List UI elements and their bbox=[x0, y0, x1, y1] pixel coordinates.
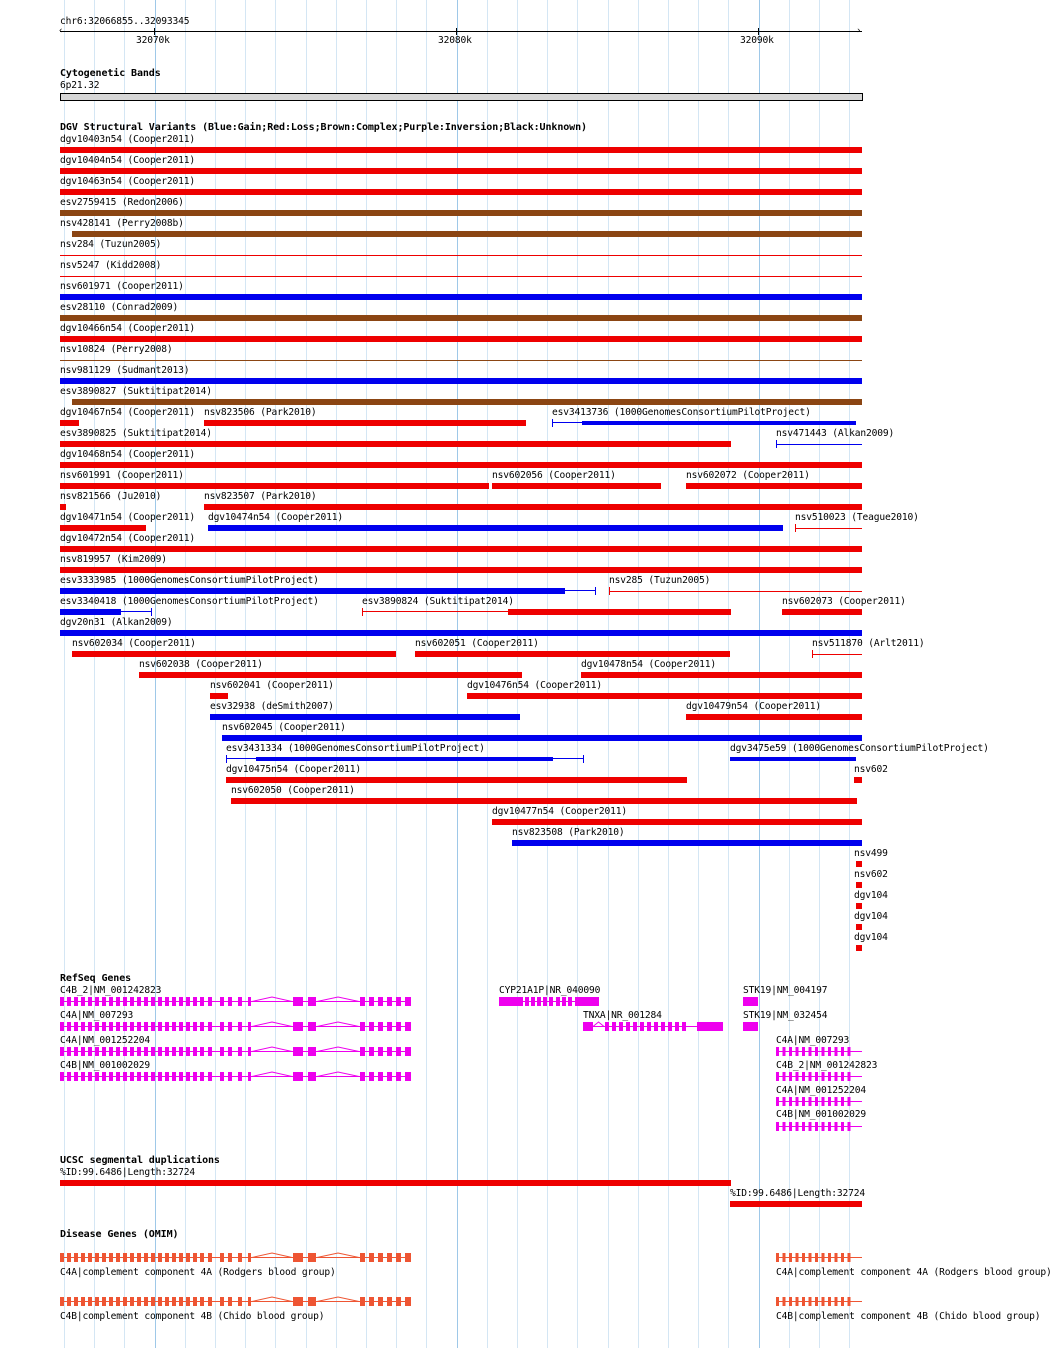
variant-bar[interactable] bbox=[60, 210, 862, 216]
variant-end-cap bbox=[609, 587, 610, 595]
variant-label: dgv10477n54 (Cooper2011) bbox=[492, 806, 628, 817]
ruler-axis bbox=[60, 31, 862, 32]
variant-bar[interactable] bbox=[60, 483, 489, 489]
variant-bar[interactable] bbox=[208, 525, 783, 531]
variant-bar[interactable] bbox=[492, 483, 661, 489]
variant-label: dgv10479n54 (Cooper2011) bbox=[686, 701, 822, 712]
variant-bar[interactable] bbox=[60, 189, 862, 195]
variant-bar[interactable] bbox=[60, 420, 79, 426]
variant-bar[interactable] bbox=[60, 147, 862, 153]
variant-connector bbox=[121, 611, 151, 612]
segdup-bar[interactable] bbox=[60, 1180, 731, 1186]
variant-label: nsv471443 (Alkan2009) bbox=[776, 428, 895, 439]
variant-bar[interactable] bbox=[60, 441, 731, 447]
variant-bar[interactable] bbox=[60, 630, 862, 636]
omim-track-title: Disease Genes (OMIM) bbox=[60, 1229, 179, 1240]
variant-end-cap bbox=[812, 650, 813, 658]
variant-label: nsv823508 (Park2010) bbox=[512, 827, 625, 838]
gene-label[interactable]: C4A|NM_007293 bbox=[776, 1035, 850, 1046]
variant-bar[interactable] bbox=[609, 591, 862, 592]
variant-label: nsv602 bbox=[854, 869, 888, 880]
variant-bar[interactable] bbox=[72, 651, 396, 657]
variant-label: esv32938 (deSmith2007) bbox=[210, 701, 334, 712]
variant-connector bbox=[565, 590, 595, 591]
variant-bar[interactable] bbox=[776, 444, 862, 445]
gene-label[interactable]: C4B_2|NM_001242823 bbox=[60, 985, 162, 996]
variant-bar[interactable] bbox=[812, 654, 862, 655]
variant-bar[interactable] bbox=[60, 609, 121, 615]
gene-label[interactable]: C4A|NM_001252204 bbox=[60, 1035, 151, 1046]
variant-label: dgv10404n54 (Cooper2011) bbox=[60, 155, 196, 166]
ruler-tick-label: 32090k bbox=[740, 35, 774, 46]
variant-label: dgv10468n54 (Cooper2011) bbox=[60, 449, 196, 460]
variant-label: nsv284 (Tuzun2005) bbox=[60, 239, 162, 250]
variant-label: nsv510023 (Teague2010) bbox=[795, 512, 919, 523]
variant-bar[interactable] bbox=[72, 231, 862, 237]
variant-bar[interactable] bbox=[512, 840, 862, 846]
variant-label: dgv10475n54 (Cooper2011) bbox=[226, 764, 362, 775]
variant-bar[interactable] bbox=[508, 609, 731, 615]
dgv-track-title: DGV Structural Variants (Blue:Gain;Red:Loss;Brown:Complex;Purple:Inversion;Black:Unknown) bbox=[60, 122, 587, 133]
omim-gene-label[interactable]: C4A|complement component 4A (Rodgers blood group) bbox=[60, 1267, 336, 1278]
variant-bar[interactable] bbox=[856, 882, 862, 888]
variant-bar[interactable] bbox=[782, 609, 862, 615]
variant-label: nsv5247 (Kidd2008) bbox=[60, 260, 162, 271]
variant-end-cap bbox=[151, 608, 152, 616]
variant-bar[interactable] bbox=[60, 276, 862, 277]
variant-label: dgv10403n54 (Cooper2011) bbox=[60, 134, 196, 145]
ruler-tick-label: 32080k bbox=[438, 35, 472, 46]
variant-label: esv2759415 (Redon2006) bbox=[60, 197, 184, 208]
variant-label: nsv823507 (Park2010) bbox=[204, 491, 317, 502]
variant-end-cap bbox=[552, 419, 553, 427]
variant-label: esv28110 (Conrad2009) bbox=[60, 302, 179, 313]
variant-connector bbox=[362, 611, 508, 612]
variant-bar[interactable] bbox=[60, 567, 862, 573]
variant-bar[interactable] bbox=[856, 945, 862, 951]
segdup-bar[interactable] bbox=[730, 1201, 862, 1207]
variant-label: dgv10472n54 (Cooper2011) bbox=[60, 533, 196, 544]
variant-label: nsv602 bbox=[854, 764, 888, 775]
variant-label: nsv601991 (Cooper2011) bbox=[60, 470, 184, 481]
variant-label: nsv602073 (Cooper2011) bbox=[782, 596, 906, 607]
variant-bar[interactable] bbox=[415, 651, 730, 657]
omim-gene-label[interactable]: C4B|complement component 4B (Chido blood group) bbox=[776, 1311, 1041, 1322]
variant-bar[interactable] bbox=[222, 735, 862, 741]
segdup-track-title: UCSC segmental duplications bbox=[60, 1155, 220, 1166]
variant-end-cap bbox=[776, 440, 777, 448]
variant-label: nsv499 bbox=[854, 848, 888, 859]
gene-label[interactable]: STK19|NM_032454 bbox=[743, 1010, 828, 1021]
variant-bar[interactable] bbox=[60, 255, 862, 256]
variant-label: nsv602034 (Cooper2011) bbox=[72, 638, 196, 649]
variant-label: nsv823506 (Park2010) bbox=[204, 407, 317, 418]
variant-label: esv3340418 (1000GenomesConsortiumPilotProject) bbox=[60, 596, 319, 607]
variant-bar[interactable] bbox=[856, 924, 862, 930]
variant-bar[interactable] bbox=[686, 483, 862, 489]
variant-bar[interactable] bbox=[730, 757, 856, 761]
variant-bar[interactable] bbox=[581, 672, 862, 678]
variant-label: dgv3475e59 (1000GenomesConsortiumPilotProject) bbox=[730, 743, 989, 754]
variant-label: nsv10824 (Perry2008) bbox=[60, 344, 173, 355]
variant-bar[interactable] bbox=[686, 714, 862, 720]
gene-label[interactable]: C4A|NM_001252204 bbox=[776, 1085, 867, 1096]
variant-label: nsv819957 (Kim2009) bbox=[60, 554, 167, 565]
gene-label[interactable]: C4B|NM_001002029 bbox=[776, 1109, 867, 1120]
ruler-arrow-right: › bbox=[856, 26, 862, 36]
cytobands-track-title: Cytogenetic Bands bbox=[60, 68, 161, 79]
variant-label: nsv821566 (Ju2010) bbox=[60, 491, 162, 502]
variant-bar[interactable] bbox=[210, 714, 520, 720]
variant-end-cap bbox=[795, 524, 796, 532]
variant-label: dgv10476n54 (Cooper2011) bbox=[467, 680, 603, 691]
variant-bar[interactable] bbox=[795, 528, 862, 529]
segdup-label: %ID:99.6486|Length:32724 bbox=[60, 1167, 196, 1178]
variant-connector bbox=[552, 422, 582, 423]
variant-label: dgv10478n54 (Cooper2011) bbox=[581, 659, 717, 670]
variant-bar[interactable] bbox=[492, 819, 862, 825]
variant-label: esv3333985 (1000GenomesConsortiumPilotProject) bbox=[60, 575, 319, 586]
variant-bar[interactable] bbox=[226, 777, 687, 783]
variant-bar[interactable] bbox=[854, 777, 862, 783]
ruler-arrow-left: ‹ bbox=[58, 26, 64, 36]
variant-bar[interactable] bbox=[60, 525, 146, 531]
gene-label[interactable]: C4B|NM_001002029 bbox=[60, 1060, 151, 1071]
ruler-tick bbox=[456, 28, 457, 35]
variant-bar[interactable] bbox=[60, 378, 862, 384]
coordinate-label: chr6:32066855..32093345 bbox=[60, 16, 190, 27]
variant-end-cap bbox=[595, 587, 596, 595]
variant-end-cap bbox=[362, 608, 363, 616]
variant-label: esv3431334 (1000GenomesConsortiumPilotProject) bbox=[226, 743, 485, 754]
variant-bar[interactable] bbox=[60, 336, 862, 342]
variant-bar[interactable] bbox=[210, 693, 228, 699]
variant-label: dgv20n31 (Alkan2009) bbox=[60, 617, 173, 628]
variant-connector bbox=[226, 758, 583, 759]
variant-bar[interactable] bbox=[139, 672, 522, 678]
variant-label: dgv10463n54 (Cooper2011) bbox=[60, 176, 196, 187]
gene-label[interactable]: C4A|NM_007293 bbox=[60, 1010, 134, 1021]
variant-label: dgv10474n54 (Cooper2011) bbox=[208, 512, 344, 523]
variant-bar[interactable] bbox=[60, 462, 862, 468]
variant-bar[interactable] bbox=[60, 168, 862, 174]
variant-bar[interactable] bbox=[231, 798, 857, 804]
omim-gene-label[interactable]: C4A|complement component 4A (Rodgers blood group) bbox=[776, 1267, 1052, 1278]
variant-end-cap bbox=[583, 755, 584, 763]
variant-label: dgv104 bbox=[854, 890, 888, 901]
refseq-track-title: RefSeq Genes bbox=[60, 973, 132, 984]
segdup-label: %ID:99.6486|Length:32724 bbox=[730, 1188, 866, 1199]
variant-label: nsv601971 (Cooper2011) bbox=[60, 281, 184, 292]
variant-bar[interactable] bbox=[60, 504, 66, 510]
variant-bar[interactable] bbox=[60, 294, 862, 300]
variant-label: esv3890824 (Suktitipat2014) bbox=[362, 596, 514, 607]
ruler-tick bbox=[758, 28, 759, 35]
variant-label: dgv10466n54 (Cooper2011) bbox=[60, 323, 196, 334]
gene-label[interactable]: TNXA|NR_001284 bbox=[583, 1010, 662, 1021]
variant-label: nsv511870 (Arlt2011) bbox=[812, 638, 925, 649]
gene-label[interactable]: STK19|NM_004197 bbox=[743, 985, 828, 996]
variant-bar[interactable] bbox=[72, 399, 862, 405]
variant-label: nsv428141 (Perry2008b) bbox=[60, 218, 184, 229]
variant-label: esv3890825 (Suktitipat2014) bbox=[60, 428, 212, 439]
ruler-tick bbox=[154, 28, 155, 35]
cytoband-bar[interactable] bbox=[60, 93, 863, 101]
variant-label: dgv104 bbox=[854, 932, 888, 943]
variant-bar[interactable] bbox=[204, 504, 862, 510]
variant-bar[interactable] bbox=[60, 315, 862, 321]
variant-label: esv3890827 (Suktitipat2014) bbox=[60, 386, 212, 397]
variant-label: nsv981129 (Sudmant2013) bbox=[60, 365, 190, 376]
variant-label: nsv602041 (Cooper2011) bbox=[210, 680, 334, 691]
gene-label[interactable]: CYP21A1P|NR_040090 bbox=[499, 985, 601, 996]
variant-bar[interactable] bbox=[582, 421, 856, 425]
variant-label: nsv602056 (Cooper2011) bbox=[492, 470, 616, 481]
variant-label: esv3413736 (1000GenomesConsortiumPilotProject) bbox=[552, 407, 811, 418]
gene-label[interactable]: C4B_2|NM_001242823 bbox=[776, 1060, 878, 1071]
variant-label: nsv602051 (Cooper2011) bbox=[415, 638, 539, 649]
variant-label: dgv10467n54 (Cooper2011) bbox=[60, 407, 196, 418]
omim-gene-label[interactable]: C4B|complement component 4B (Chido blood group) bbox=[60, 1311, 325, 1322]
variant-bar[interactable] bbox=[467, 693, 862, 699]
variant-label: nsv602045 (Cooper2011) bbox=[222, 722, 346, 733]
variant-label: dgv10471n54 (Cooper2011) bbox=[60, 512, 196, 523]
variant-bar[interactable] bbox=[204, 420, 526, 426]
variant-bar[interactable] bbox=[856, 861, 862, 867]
variant-label: nsv602050 (Cooper2011) bbox=[231, 785, 355, 796]
variant-label: nsv285 (Tuzun2005) bbox=[609, 575, 711, 586]
cytoband-label: 6p21.32 bbox=[60, 80, 100, 91]
variant-end-cap bbox=[226, 755, 227, 763]
variant-label: dgv104 bbox=[854, 911, 888, 922]
variant-bar[interactable] bbox=[60, 546, 862, 552]
variant-bar[interactable] bbox=[60, 360, 862, 361]
variant-bar[interactable] bbox=[60, 588, 565, 594]
ruler-tick-label: 32070k bbox=[136, 35, 170, 46]
variant-label: nsv602038 (Cooper2011) bbox=[139, 659, 263, 670]
variant-bar[interactable] bbox=[856, 903, 862, 909]
variant-label: nsv602072 (Cooper2011) bbox=[686, 470, 810, 481]
